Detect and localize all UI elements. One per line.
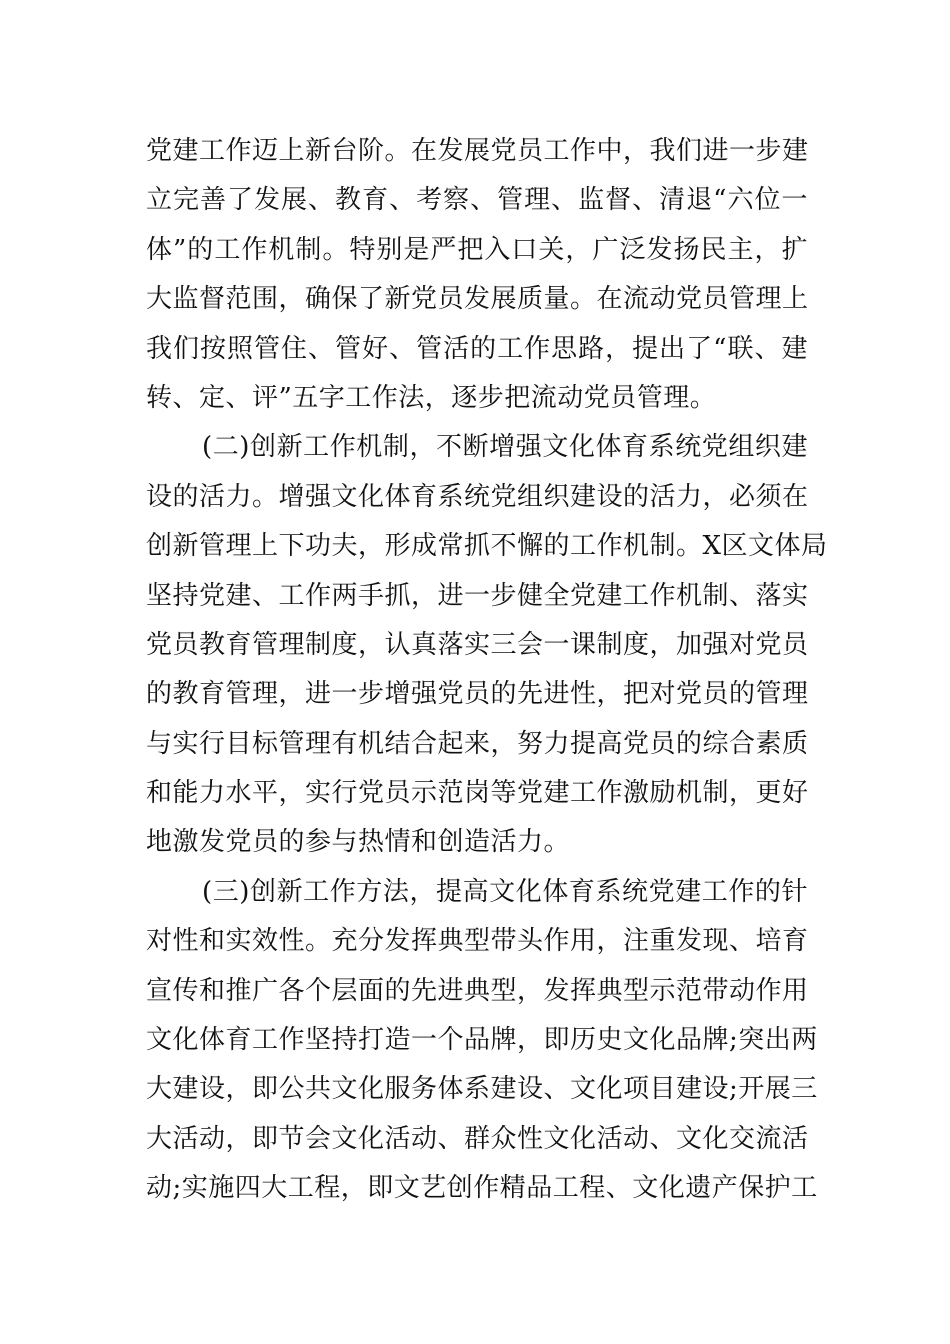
- text-line: 大建设，即公共文化服务体系建设、文化项目建设;开展三: [146, 1074, 818, 1105]
- text-line: 转、定、评”五字工作法，逐步把流动党员管理。: [146, 382, 717, 413]
- text-line: 地激发党员的参与热情和创造活力。: [146, 827, 571, 858]
- text-line: 创新管理上下功夫，形成常抓不懈的工作机制。X区文体局: [146, 531, 828, 562]
- text-line: 党员教育管理制度，认真落实三会一课制度，加强对党员: [146, 629, 809, 660]
- text-line: 坚持党建、工作两手抓，进一步健全党建工作机制、落实: [146, 580, 809, 611]
- text-line: 对性和实效性。充分发挥典型带头作用，注重发现、培育: [146, 926, 809, 957]
- section-heading-line: (三)创新工作方法，提高文化体育系统党建工作的针: [202, 876, 808, 907]
- text-line: 动;实施四大工程，即文艺创作精品工程、文化遗产保护工: [146, 1173, 818, 1204]
- text-line: 大活动，即节会文化活动、群众性文化活动、文化交流活: [146, 1123, 809, 1154]
- text-line: 和能力水平，实行党员示范岗等党建工作激励机制，更好: [146, 778, 809, 809]
- text-line: 大监督范围，确保了新党员发展质量。在流动党员管理上: [146, 284, 809, 315]
- body-text: [146, 127, 828, 1214]
- text-line: 设的活力。增强文化体育系统党组织建设的活力，必须在: [146, 481, 809, 512]
- text-line: 与实行目标管理有机结合起来，努力提高党员的综合素质: [146, 728, 809, 759]
- text-line: 宣传和推广各个层面的先进典型，发挥典型示范带动作用: [146, 975, 809, 1006]
- text-line: 文化体育工作坚持打造一个品牌，即历史文化品牌;突出两: [146, 1025, 818, 1056]
- section-heading-line: (二)创新工作机制，不断增强文化体育系统党组织建: [202, 432, 808, 463]
- text-line: 我们按照管住、管好、管活的工作思路，提出了“联、建: [146, 333, 808, 364]
- text-line: 立完善了发展、教育、考察、管理、监督、清退“六位一: [146, 185, 808, 216]
- text-line: 的教育管理，进一步增强党员的先进性，把对党员的管理: [146, 679, 809, 710]
- text-line: 体”的工作机制。特别是严把入口关，广泛发扬民主，扩: [146, 234, 808, 265]
- text-line: 党建工作迈上新台阶。在发展党员工作中，我们进一步建: [146, 136, 809, 166]
